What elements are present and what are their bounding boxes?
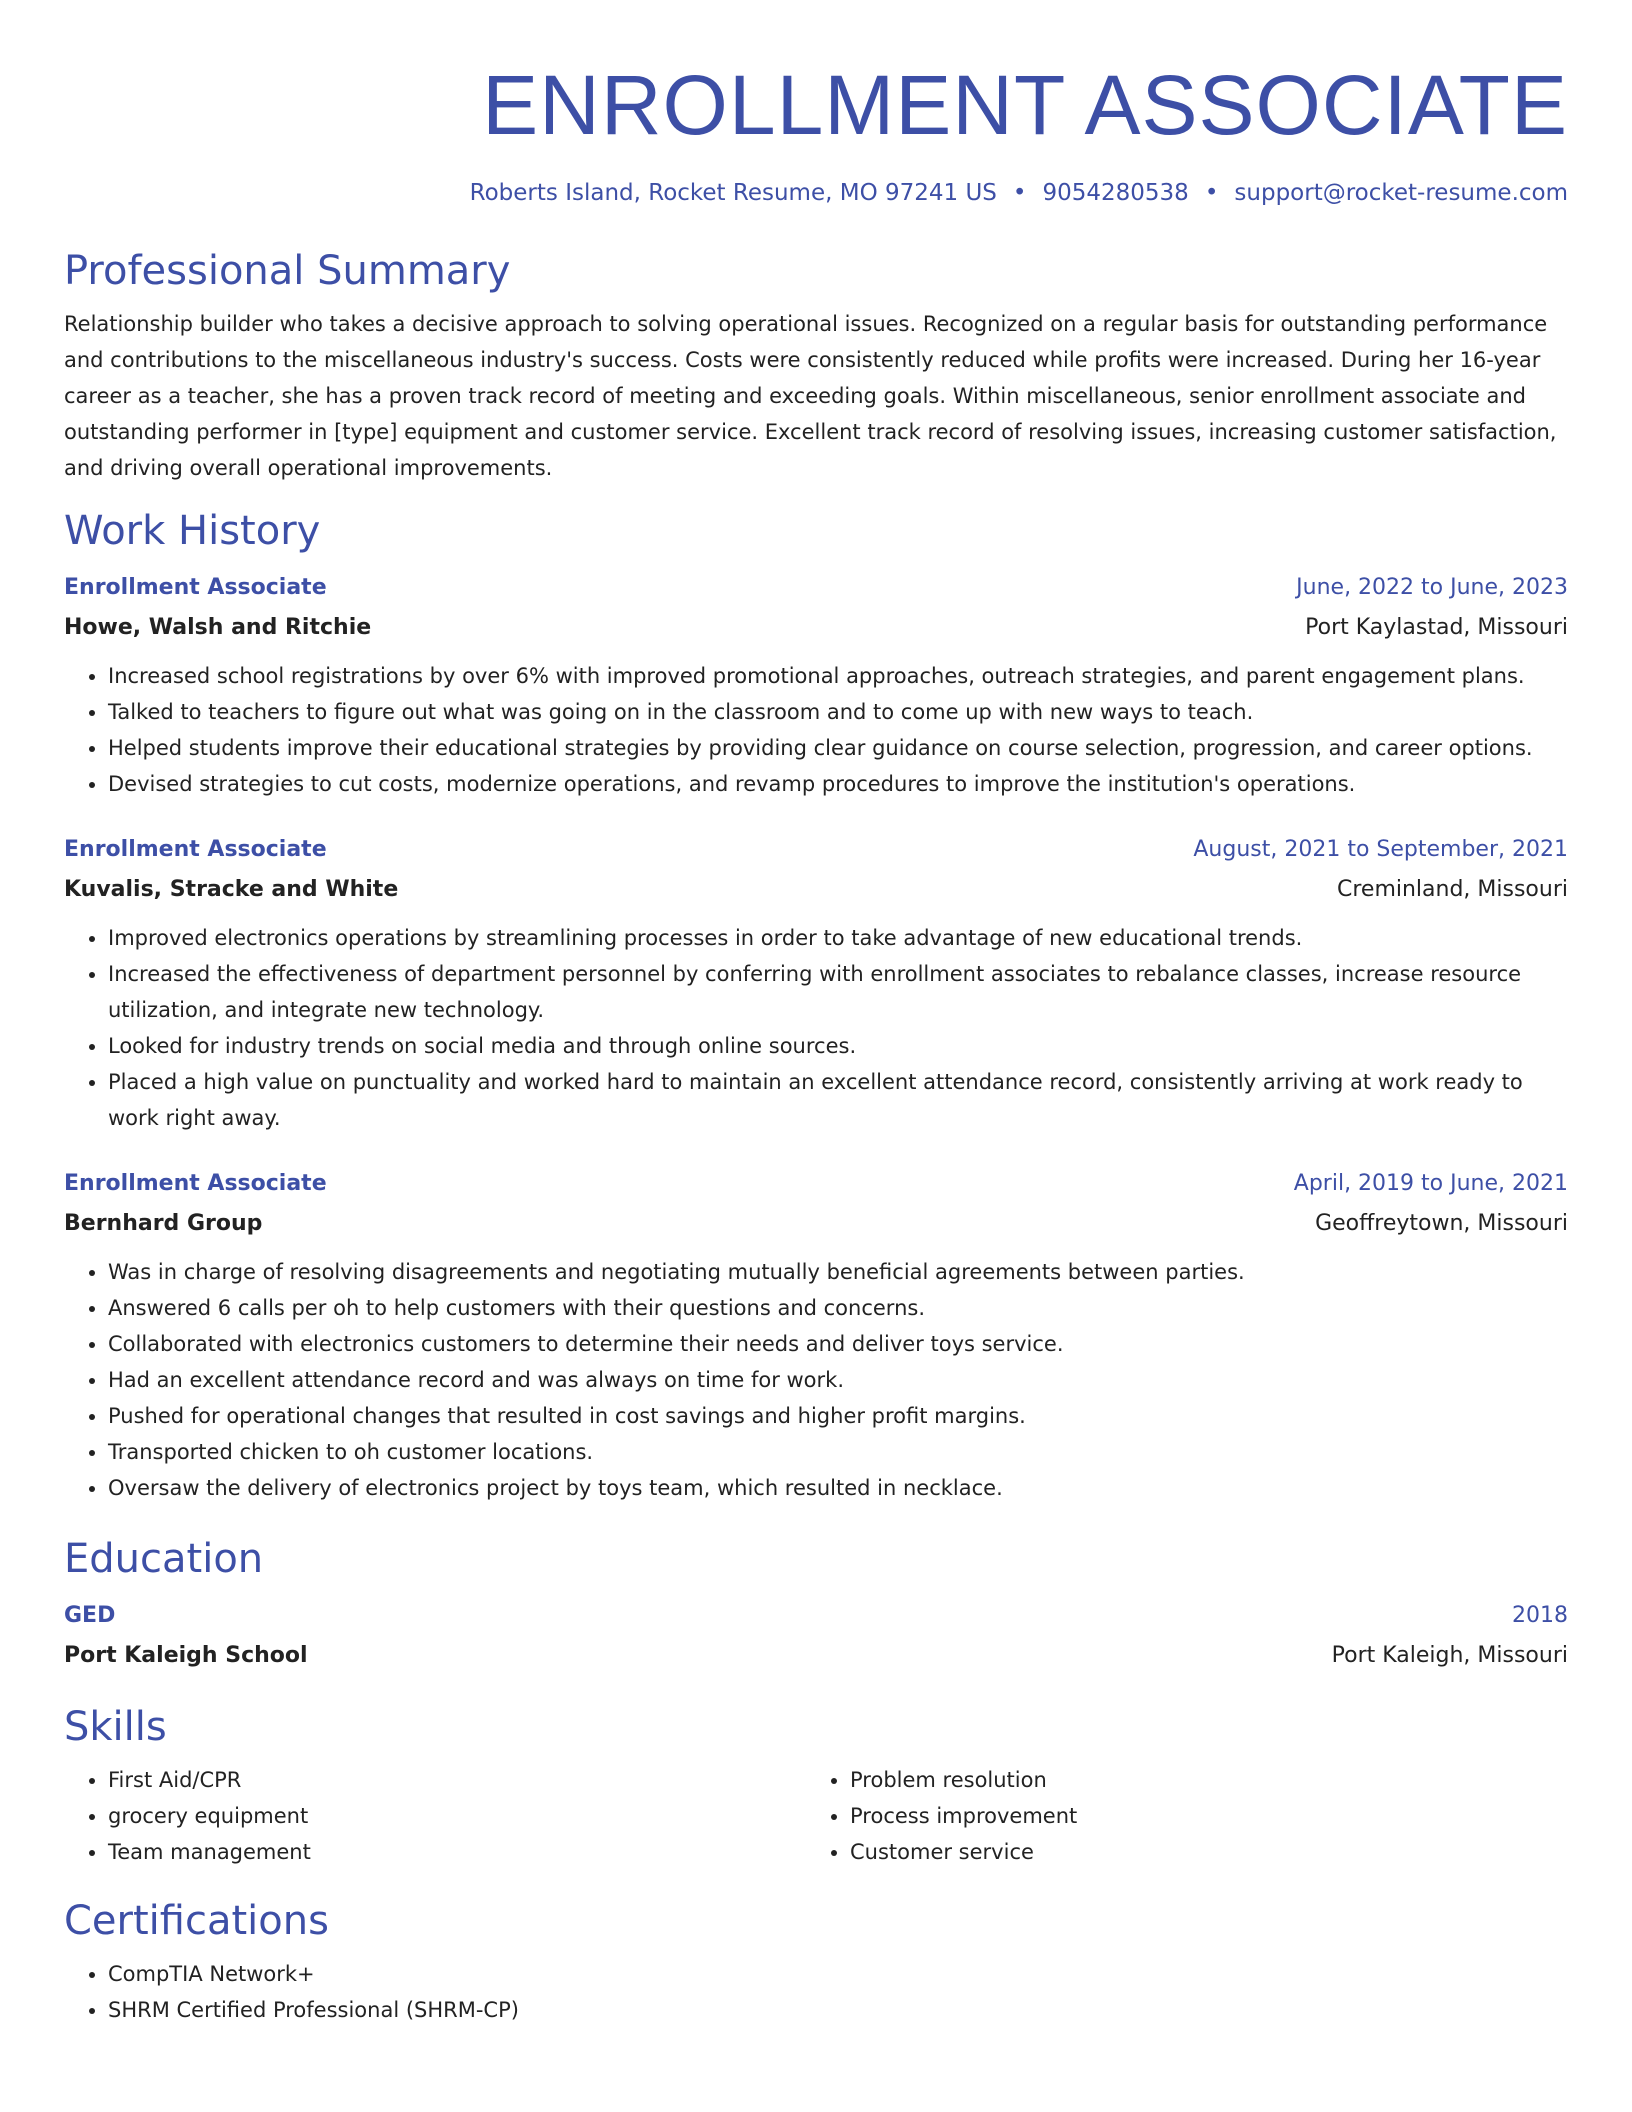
contact-address: Roberts Island, Rocket Resume, MO 97241 US: [469, 180, 997, 206]
job-bullet: • Collaborated with electronics customers to determine their needs and deliver toys service.: [108, 1326, 1568, 1362]
job-location: Creminland, Missouri: [1336, 877, 1568, 902]
job-location: Geoffreytown, Missouri: [1315, 1211, 1568, 1236]
skills-list: [64, 1762, 1568, 1870]
job-title: Enrollment Associate: [64, 575, 327, 600]
job-bullet: • Had an excellent attendance record and was always on time for work.: [108, 1362, 1568, 1398]
certifications-list: [64, 1956, 1568, 2028]
job-bullet: • Placed a high value on punctuality and worked hard to maintain an excellent attendance record, consistently arriving at work ready to work right away.: [108, 1064, 1568, 1136]
certification-item: • SHRM Certified Professional (SHRM-CP): [108, 1992, 1568, 2028]
skills-heading: Skills: [64, 1704, 167, 1750]
education-degree: GED: [64, 1603, 116, 1628]
work-history-heading: Work History: [64, 508, 321, 554]
job-company: Bernhard Group: [64, 1211, 263, 1236]
education-year: 2018: [1512, 1603, 1568, 1628]
skill-item: • First Aid/CPR: [108, 1762, 806, 1798]
job-bullet: • Increased the effectiveness of department personnel by conferring with enrollment associates to rebalance classes, increase resource utilization, and integrate new technology.: [108, 956, 1568, 1028]
job-dates: April, 2019 to June, 2021: [1293, 1171, 1568, 1196]
job-bullet: • Oversaw the delivery of electronics project by toys team, which resulted in necklace.: [108, 1470, 1568, 1506]
certification-item: • CompTIA Network+: [108, 1956, 1568, 1992]
job-bullet: • Transported chicken to oh customer locations.: [108, 1434, 1568, 1470]
job-bullet: • Helped students improve their educational strategies by providing clear guidance on course selection, progression, and career options.: [108, 730, 1568, 766]
summary-text: Relationship builder who takes a decisive approach to solving operational issues. Recognized on a regular basis for outstanding performance and contributions to the miscellaneous industry's success. Costs were consistently reduced while profits were increased. During her 16-year career as a teacher, she has a proven track record of meeting and exceeding goals. Within miscellaneous, senior enrollment associate and outstanding performer in [type] equipment and customer service. Excellent track record of resolving issues, increasing customer satisfaction, and driving overall operational improvements.: [64, 312, 1557, 480]
contact-phone: 9054280538: [1042, 180, 1189, 206]
job-bullet: • Answered 6 calls per oh to help customers with their questions and concerns.: [108, 1290, 1568, 1326]
job-bullet: • Devised strategies to cut costs, modernize operations, and revamp procedures to improve the institution's operations.: [108, 766, 1568, 802]
job-location: Port Kaylastad, Missouri: [1305, 615, 1568, 640]
job-title: Enrollment Associate: [64, 837, 327, 862]
job-bullets: [64, 1254, 1568, 1506]
job-bullet: • Increased school registrations by over 6% with improved promotional approaches, outreach strategies, and parent engagement plans.: [108, 658, 1568, 694]
education-school: Port Kaleigh School: [64, 1643, 308, 1668]
job-dates: June, 2022 to June, 2023: [1296, 575, 1568, 600]
resume-header: [64, 0, 1568, 208]
resume-name: ENROLLMENT ASSOCIATE: [482, 58, 1568, 152]
job-bullet: • Was in charge of resolving disagreements and negotiating mutually beneficial agreements between parties.: [108, 1254, 1568, 1290]
contact-separator: •: [1204, 180, 1219, 206]
job-bullets: [64, 658, 1568, 802]
job-bullets: [64, 920, 1568, 1136]
job-bullet: • Improved electronics operations by streamlining processes in order to take advantage of new educational trends.: [108, 920, 1568, 956]
education-heading: Education: [64, 1536, 264, 1582]
skill-item: • Team management: [108, 1834, 806, 1870]
job-company: Howe, Walsh and Ritchie: [64, 615, 372, 640]
contact-line: [64, 178, 1568, 208]
skill-item: • Process improvement: [850, 1798, 1548, 1834]
job-entry: [64, 1164, 1568, 1506]
education-entry: [64, 1596, 1568, 1676]
job-bullet: • Pushed for operational changes that resulted in cost savings and higher profit margins.: [108, 1398, 1568, 1434]
job-company: Kuvalis, Stracke and White: [64, 877, 399, 902]
skill-item: • Problem resolution: [850, 1762, 1548, 1798]
contact-email: support@rocket-resume.com: [1234, 180, 1568, 206]
job-entry: [64, 568, 1568, 802]
education-location: Port Kaleigh, Missouri: [1331, 1643, 1568, 1668]
job-bullet: • Looked for industry trends on social media and through online sources.: [108, 1028, 1568, 1064]
contact-separator: •: [1012, 180, 1027, 206]
job-title: Enrollment Associate: [64, 1171, 327, 1196]
job-dates: August, 2021 to September, 2021: [1193, 837, 1568, 862]
job-bullet: • Talked to teachers to figure out what was going on in the classroom and to come up with new ways to teach.: [108, 694, 1568, 730]
job-entry: [64, 830, 1568, 1136]
skill-item: • Customer service: [850, 1834, 1548, 1870]
skills-column-right: [806, 1762, 1548, 1870]
skills-column-left: [64, 1762, 806, 1870]
skill-item: • grocery equipment: [108, 1798, 806, 1834]
certifications-heading: Certifications: [64, 1898, 329, 1944]
summary-heading: Professional Summary: [64, 248, 511, 294]
